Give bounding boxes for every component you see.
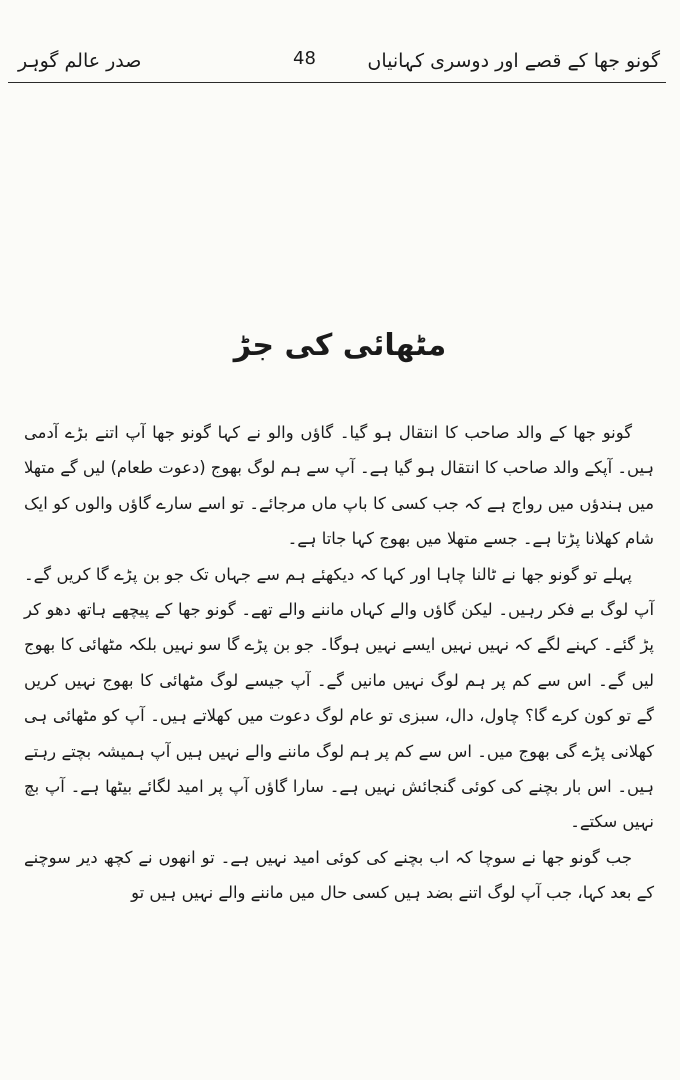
chapter-title: مٹھائی کی جڑ [233, 328, 447, 363]
page-number: 48 [293, 48, 316, 69]
header-rule [8, 82, 666, 83]
paragraph: پہلے تو گونو جھا نے ٹالنا چاہا اور کہا کہ دیکھئے ہم سے جہاں تک جو بن پڑے گا کریں گے۔ آپ لوگ بے فکر رہیں۔ لیکن گاؤں والے کہاں ماننے والے تھے۔ گونو جھا کے پیچھے ہاتھ دھو کر پڑ گئے۔ کہنے لگے کہ نہیں نہیں ایسے نہیں ہوگا۔ جو بن پڑے گا سو نہیں بلکہ مٹھائی کا بھوج لیں گے۔ اس سے کم پر ہم لوگ نہیں مانیں گے۔ آپ جیسے لوگ مٹھائی کا بھوج نہیں کریں گے تو کون کرے گا؟ چاول، دال، سبزی تو عام لوگ دعوت میں کھلاتے ہیں۔ آپ کو مٹھائی ہی کھلانی پڑے گی بھوج میں۔ اس سے کم پر ہم لوگ ماننے والے نہیں ہیں آپ ہمیشہ بچتے رہتے ہیں۔ اس بار بچنے کی کوئی گنجائش نہیں ہے۔ سارا گاؤں آپ پر امید لگائے بیٹھا ہے۔ آپ بچ نہیں سکتے۔ [24, 564, 654, 832]
book-title: گونو جھا کے قصے اور دوسری کہانیاں [367, 50, 660, 72]
running-header [8, 44, 668, 80]
paragraph: گونو جھا کے والد صاحب کا انتقال ہو گیا۔ گاؤں والو نے کہا گونو جھا آپ اتنے بڑے آدمی ہیں۔ آپکے والد صاحب کا انتقال ہو گیا ہے۔ آپ سے ہم لوگ بھوج (دعوت طعام) لیں گے متھلا میں ہندؤں میں رواج ہے کہ جب کسی کا باپ ماں مرجائے۔ تو اسے سارے گاؤں والوں کو ایک شام کھلانا پڑتا ہے۔ جسے متھلا میں بھوج کہا جاتا ہے۔ [24, 423, 654, 549]
paragraph: جب گونو جھا نے سوچا کہ اب بچنے کی کوئی امید نہیں ہے۔ تو انھوں نے کچھ دیر سوچنے کے بعد کہا، جب آپ لوگ اتنے بضد ہیں کسی حال میں ماننے والے نہیں ہیں تو [24, 847, 654, 903]
body-text [24, 415, 654, 911]
author-name: صدر عالم گوہر [18, 50, 142, 72]
